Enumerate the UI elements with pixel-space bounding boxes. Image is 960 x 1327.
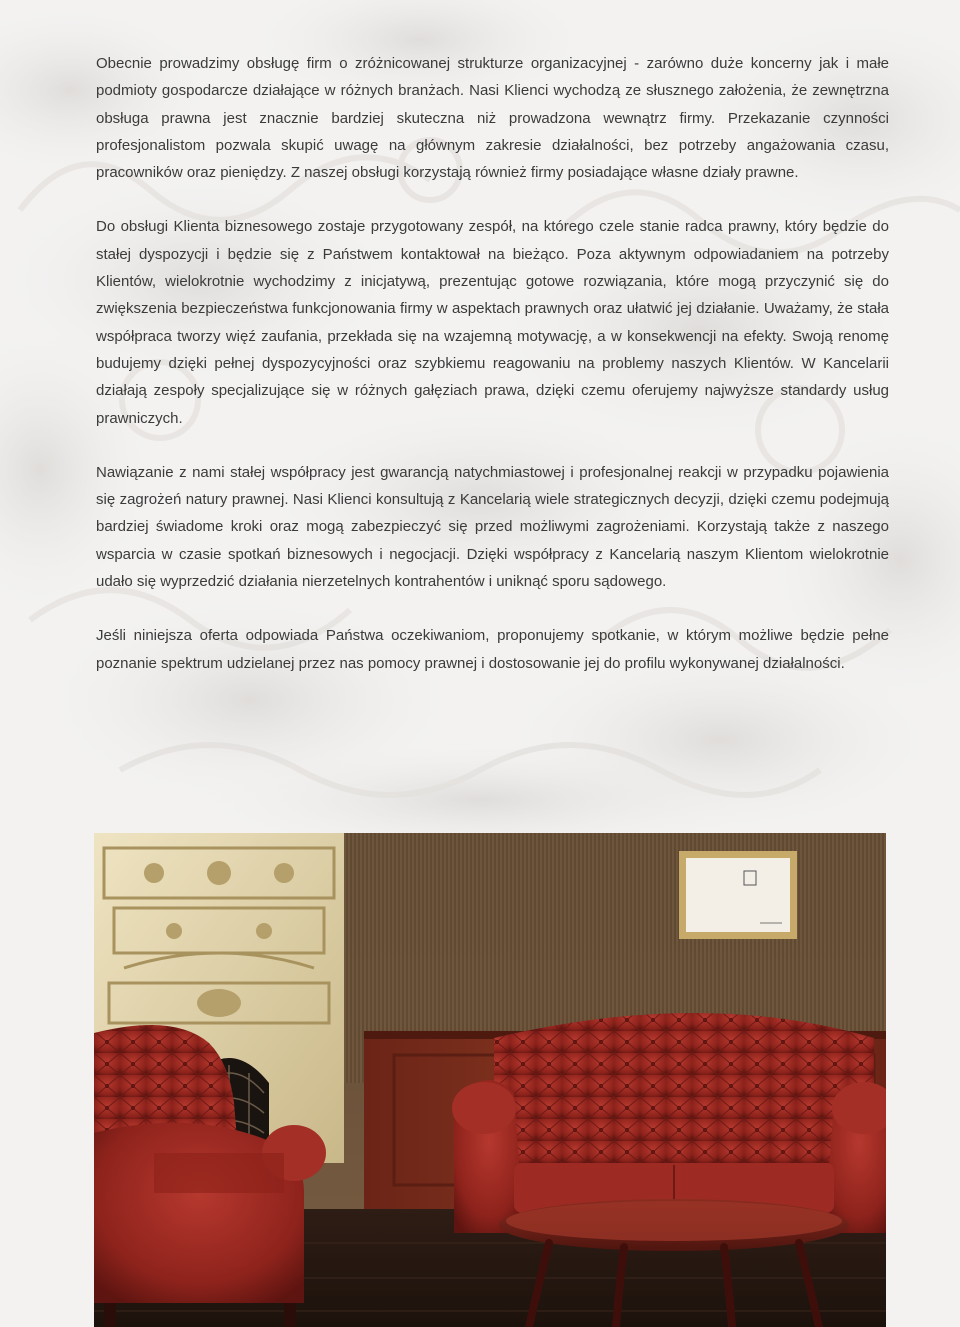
- paragraph-2: Do obsługi Klienta biznesowego zostaje przygotowany zespół, na którego czele stanie radca prawny, który będzie do stałej dyspozycji i będzie się z Państwem kontaktował na bieżąco. Poza aktywnym odpowiadaniem na potrzeby Klientów, wielokrotnie wychodzimy z inicjatywą, prezentując gotowe rozwiązania, które mogą przyczynić się do zwiększenia bezpieczeństwa funkcjonowania firmy w aspektach prawnych oraz ułatwić jej działanie. Uważamy, że stała współpraca tworzy więź zaufania, przekłada się na wzajemną motywację, a w konsekwencji na efekty. Swoją renomę budujemy dzięki pełnej dyspozycyjności oraz szybkiemu reagowaniu na problemy naszych Klientów. W Kancelarii działają zespoły specjalizujące się w różnych gałęziach prawa, dzięki czemu oferujemy najwyższe standardy usług prawniczych.: [96, 218, 889, 427]
- paragraph-1: Obecnie prowadzimy obsługę firm o zróżnicowanej strukturze organizacyjnej - zarówno duże koncerny jak i małe podmioty gospodarcze działające w różnych branżach. Nasi Klienci wychodzą ze słusznego założenia, że zewnętrzna obsługa prawna jest znacznie bardziej skuteczna niż prowadzona wewnątrz firmy. Przekazanie czynności profesjonalistom pozwala skupić uwagę na głównym zakresie działalności, bez potrzeby angażowania czasu, pracowników oraz pieniędzy. Z naszej obsługi korzystają również firmy posiadające własne działy prawne.: [96, 55, 889, 182]
- office-interior-photo-icon: [94, 833, 886, 1327]
- text-column: [96, 50, 889, 704]
- office-interior-photo: [94, 833, 886, 1327]
- paragraph-3: Nawiązanie z nami stałej współpracy jest gwarancją natychmiastowej i profesjonalnej reakcji w przypadku pojawienia się zagrożeń natury prawnej. Nasi Klienci konsultują z Kancelarią wiele strategicznych decyzji, dzięki czemu podejmują bardziej świadome kroki oraz mogą zabezpieczyć się przed możliwymi zagrożeniami. Korzystają także z naszego wsparcia w czasie spotkań biznesowych i negocjacji. Dzięki współpracy z Kancelarią naszym Klientom wielokrotnie udało się wyprzedzić działania nierzetelnych kontrahentów i uniknąć sporu sądowego.: [96, 463, 889, 591]
- paragraph-4: Jeśli niniejsza oferta odpowiada Państwa oczekiwaniom, proponujemy spotkanie, w którym możliwe będzie pełne poznanie spektrum udzielanej przez nas pomocy prawnej i dostosowanie jej do profilu wykonywanej działalności.: [96, 627, 889, 672]
